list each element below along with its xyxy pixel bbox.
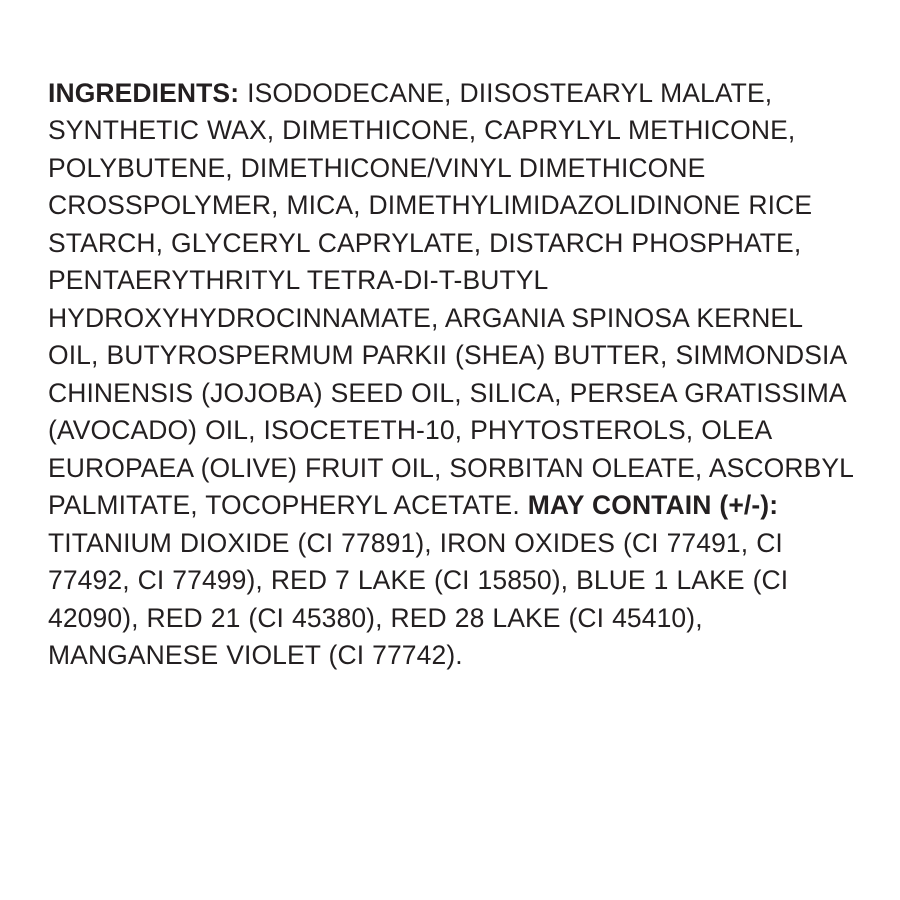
- ingredients-paragraph: [48, 75, 860, 675]
- ingredients-label: INGREDIENTS:: [48, 77, 240, 108]
- ingredients-list-text: ISODODECANE, DIISOSTEARYL MALATE, SYNTHETIC WAX, DIMETHICONE, CAPRYLYL METHICONE, POLYBUTENE, DIMETHICONE/VINYL DIMETHICONE CROSSPOLYMER, MICA, DIMETHYLIMIDAZOLIDINONE RICE STARCH, GLYCERYL CAPRYLATE, DISTARCH PHOSPHATE, PENTAERYTHRITYL TETRA-DI-T-BUTYL HYDROXYHYDROCINNAMATE, ARGANIA SPINOSA KERNEL OIL, BUTYROSPERMUM PARKII (SHEA) BUTTER, SIMMONDSIA CHINENSIS (JOJOBA) SEED OIL, SILICA, PERSEA GRATISSIMA (AVOCADO) OIL, ISOCETETH-10, PHYTOSTEROLS, OLEA EUROPAEA (OLIVE) FRUIT OIL, SORBITAN OLEATE, ASCORBYL PALMITATE, TOCOPHERYL ACETATE.: [48, 77, 853, 520]
- may-contain-label: MAY CONTAIN (+/-):: [527, 490, 779, 520]
- may-contain-list-text: TITANIUM DIOXIDE (CI 77891), IRON OXIDES (CI 77491, CI 77492, CI 77499), RED 7 LAKE (CI 15850), BLUE 1 LAKE (CI 42090), RED 21 (CI 45380), RED 28 LAKE (CI 45410), MANGANESE VIOLET (CI 77742).: [48, 527, 789, 670]
- ingredients-block: [48, 48, 860, 701]
